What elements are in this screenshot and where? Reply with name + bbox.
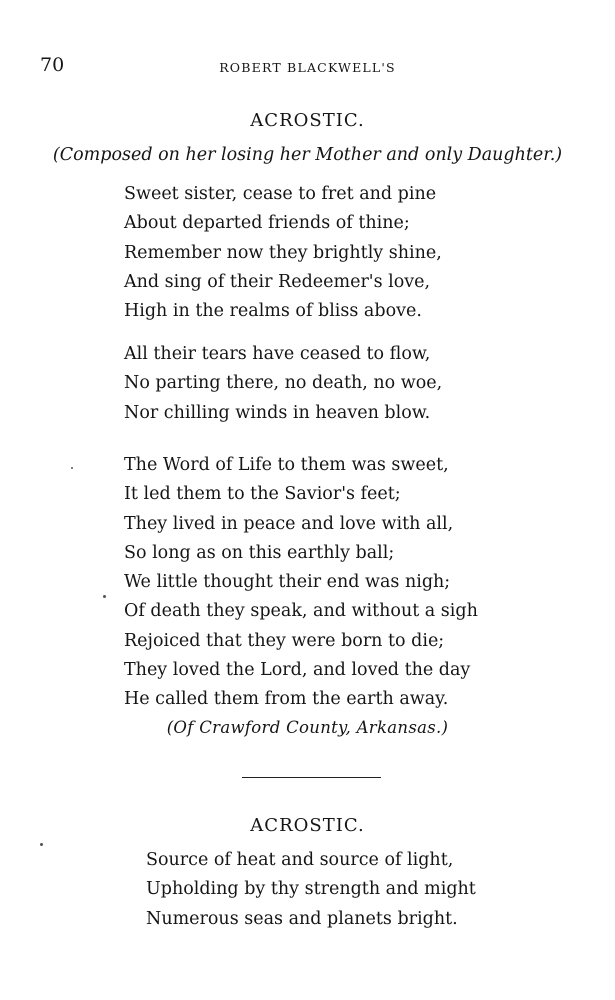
poem-1-stanza-2 (124, 340, 442, 428)
poem-line: He called them from the earth away. (124, 689, 449, 710)
poem-line: It led them to the Savior's feet; (124, 484, 401, 505)
poem-line: Of death they speak, and without a sigh (124, 601, 478, 622)
print-speck (40, 843, 43, 846)
poem-line: No parting there, no death, no woe, (124, 373, 443, 394)
poem-line: Upholding by thy strength and might (146, 879, 476, 900)
poem-line: Rejoiced that they were born to die; (124, 630, 445, 651)
poem-line: Remember now they brightly shine, (124, 242, 442, 263)
poem-line: High in the realms of bliss above. (124, 301, 422, 322)
poem-line: About departed friends of thine; (124, 213, 410, 234)
poem-line: Numerous seas and planets bright. (146, 908, 458, 929)
page-number: 70 (40, 54, 65, 76)
poem-line: Source of heat and source of light, (146, 850, 454, 870)
poem-line: They loved the Lord, and loved the day (124, 660, 471, 681)
poem-1-stanza-3 (124, 451, 478, 715)
poem-line: The Word of Life to them was sweet, (124, 455, 449, 475)
print-speck (71, 467, 73, 469)
poem-1-stanza-1 (124, 180, 442, 326)
poem-2-title: ACROSTIC. (250, 815, 365, 836)
poem-line: They lived in peace and love with all, (124, 513, 454, 534)
running-head: ROBERT BLACKWELL'S (219, 60, 396, 75)
poem-line: We little thought their end was nigh; (124, 572, 451, 593)
poem-line: And sing of their Redeemer's love, (124, 271, 431, 292)
poem-1-subtitle: (Composed on her losing her Mother and only Daughter.) (52, 145, 563, 165)
poem-2-stanza-1 (146, 846, 476, 934)
poem-1-attribution: (Of Crawford County, Arkansas.) (166, 718, 449, 737)
print-speck (103, 595, 106, 598)
poem-line: Nor chilling winds in heaven blow. (124, 402, 431, 423)
poem-1-title: ACROSTIC. (250, 110, 365, 131)
section-divider (242, 777, 381, 778)
poem-line: All their tears have ceased to flow, (124, 344, 431, 364)
poem-line: So long as on this earthly ball; (124, 542, 395, 563)
poem-line: Sweet sister, cease to fret and pine (124, 184, 437, 204)
